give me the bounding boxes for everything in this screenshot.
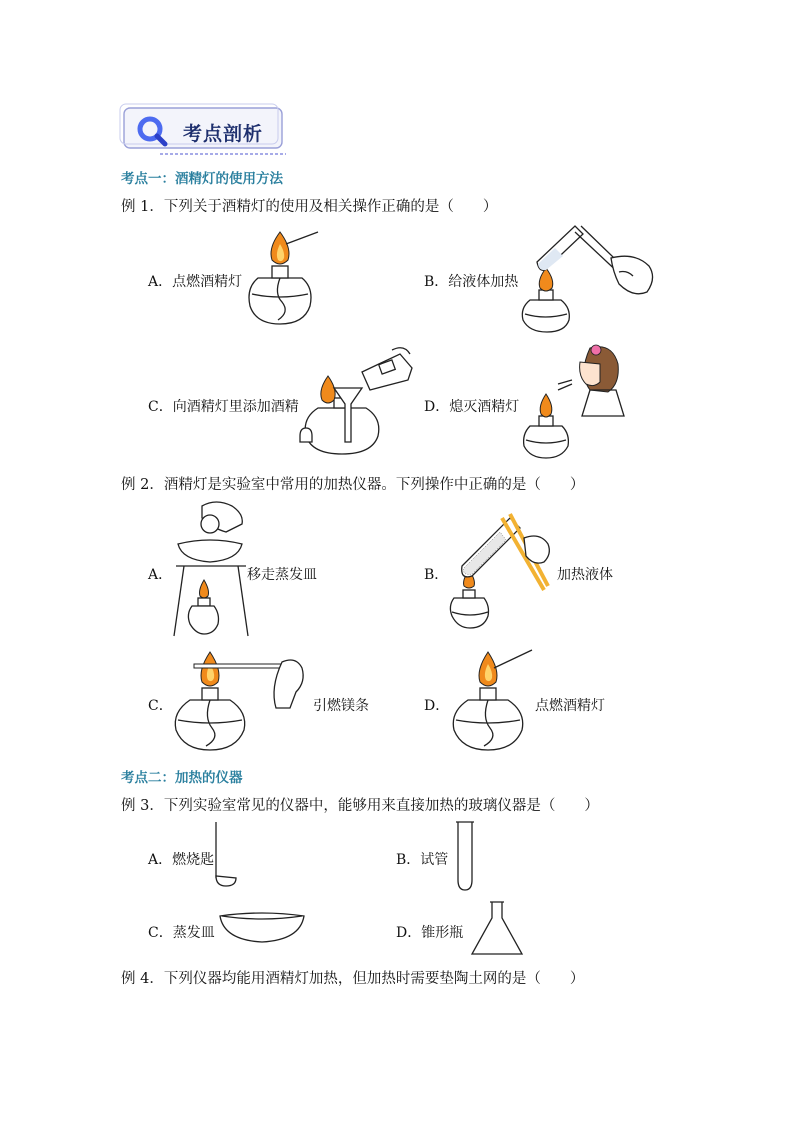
q3-option-c[interactable]: C．蒸发皿	[148, 925, 215, 941]
q2-option-b-letter[interactable]: B．	[424, 567, 449, 583]
q3-option-b[interactable]: B．试管	[396, 852, 449, 868]
q3c-dish-illustration	[218, 908, 306, 944]
section-heading-2: 考点二：加热的仪器	[121, 770, 243, 786]
question-2-stem: 例 2．酒精灯是实验室中常用的加热仪器。下列操作中正确的是（ ）	[121, 477, 585, 493]
q2-option-c-text: 引燃镁条	[313, 698, 369, 714]
q2-option-d-text: 点燃酒精灯	[535, 698, 605, 714]
q2-option-b-text: 加热液体	[557, 567, 613, 583]
section-heading-1: 考点一：酒精灯的使用方法	[121, 171, 283, 187]
q1c-refill-illustration	[296, 346, 416, 458]
q3-option-a[interactable]: A．燃烧匙	[148, 852, 215, 868]
q1-option-c[interactable]: C．向酒精灯里添加酒精	[148, 399, 299, 415]
q2c-magnesium-illustration	[170, 648, 306, 754]
q1-option-a[interactable]: A．点燃酒精灯	[148, 274, 243, 290]
q1-option-d[interactable]: D．熄灭酒精灯	[424, 399, 520, 415]
question-4-stem: 例 4．下列仪器均能用酒精灯加热，但加热时需要垫陶土网的是（ ）	[121, 971, 585, 987]
q3b-testtube-illustration	[454, 820, 476, 892]
q3d-flask-illustration	[468, 900, 526, 958]
q1-option-b[interactable]: B．给液体加热	[424, 274, 519, 290]
banner-title: 考点剖析	[183, 123, 264, 145]
q2-option-a-text: 移走蒸发皿	[247, 567, 317, 583]
q2b-testtube-illustration	[448, 514, 552, 632]
q2-option-d-letter[interactable]: D．	[424, 698, 450, 714]
q2a-tripod-illustration	[172, 500, 252, 642]
q1a-lamp-illustration	[238, 228, 328, 328]
q3a-spoon-illustration	[212, 820, 242, 890]
q1d-extinguish-illustration	[520, 344, 630, 462]
question-1-stem: 例 1．下列关于酒精灯的使用及相关操作正确的是（ ）	[121, 199, 498, 215]
q2-option-a-letter[interactable]: A．	[148, 567, 173, 583]
q2d-lamp-illustration	[448, 648, 538, 754]
question-3-stem: 例 3．下列实验室常见的仪器中，能够用来直接加热的玻璃仪器是（ ）	[121, 798, 599, 814]
q1b-heating-illustration	[515, 222, 665, 334]
q3-option-d[interactable]: D．锥形瓶	[396, 925, 464, 941]
q2-option-c-letter[interactable]: C．	[148, 698, 173, 714]
